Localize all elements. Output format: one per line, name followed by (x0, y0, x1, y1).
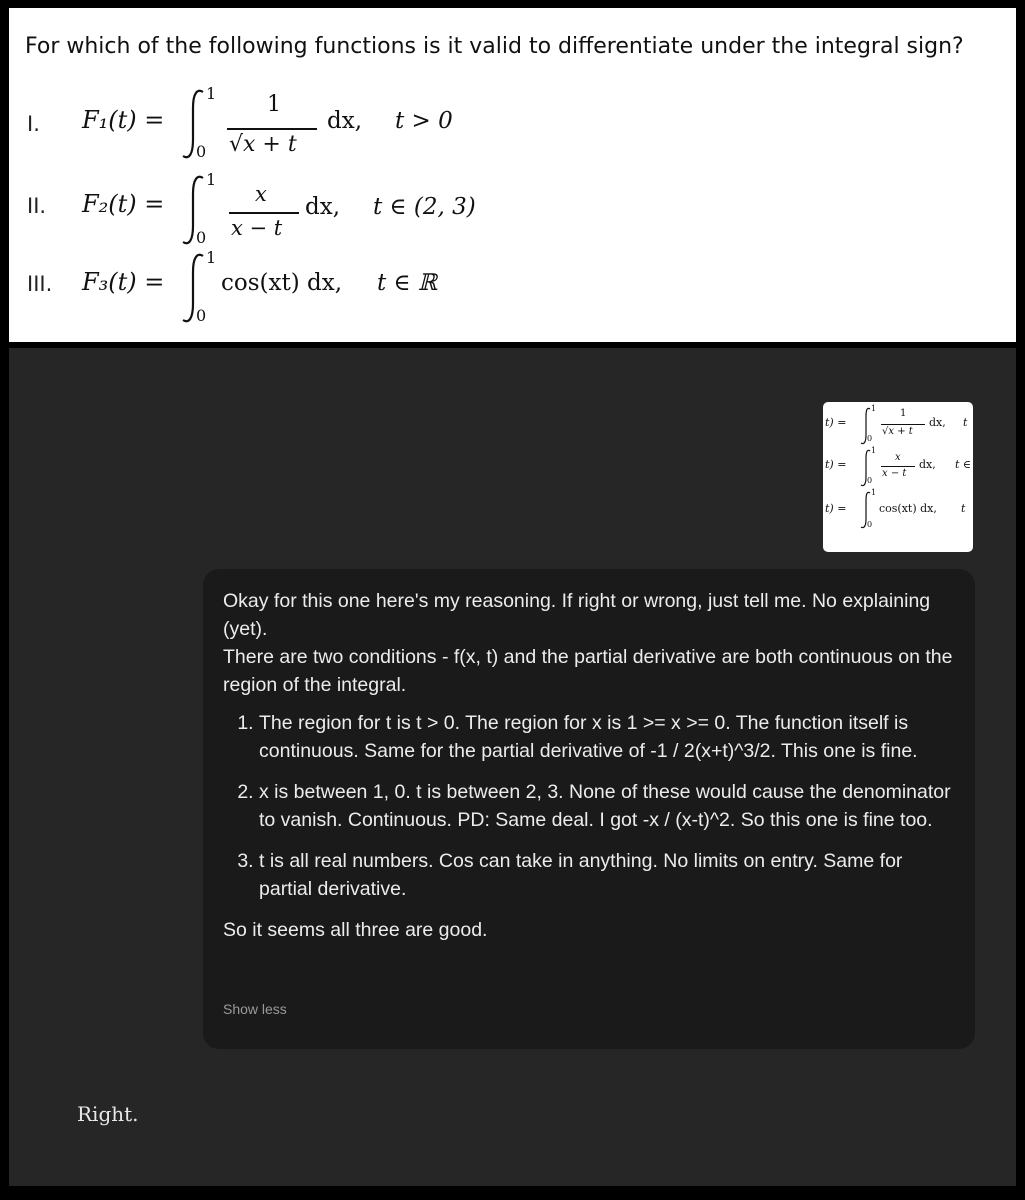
question-text: For which of the following functions is it valid to differentiate under the integral sign? (25, 34, 964, 59)
upper-limit: 1 (206, 84, 217, 103)
lower-limit: 0 (196, 228, 207, 247)
integrand: cos(xt) dx, (879, 502, 937, 515)
fraction-denominator: √x + t (229, 132, 297, 157)
chat-area (9, 348, 1016, 1186)
message-intro: Okay for this one here's my reasoning. If right or wrong, just tell me. No explaining (yet). (223, 590, 931, 640)
differential: dx, (929, 416, 946, 429)
message-conditions: There are two conditions - f(x, t) and the partial derivative are both continuous on the region of the integral. (223, 646, 953, 696)
fraction-numerator: 1 (267, 92, 281, 117)
thumb-tail: t (963, 416, 968, 429)
list-item: 3. t is all real numbers. Cos can take in anything. No limits on entry. Same for partial derivative. (259, 847, 958, 903)
condition: t ∈ ℝ (377, 270, 438, 296)
condition: t > 0 (395, 108, 453, 134)
thumb-tail: t ∈ (955, 458, 972, 471)
upper-limit: 1 (871, 446, 877, 455)
roman-numeral: III. (27, 272, 53, 296)
upper-limit: 1 (871, 404, 877, 413)
list-item: 2. x is between 1, 0. t is between 2, 3. None of these would cause the denominator to vanish. Continuous. PD: Same deal. I got -x / (x-t)^2. So this one is fine too. (259, 778, 958, 834)
reasoning-list (223, 709, 958, 903)
fraction-bar (229, 212, 299, 214)
upper-limit: 1 (206, 170, 217, 189)
list-item: 1. The region for t is t > 0. The region for x is 1 >= x >= 0. The function itself is continuous. Same for the partial derivative of -1 / 2(x+t)^3/2. This one is fine. (259, 709, 958, 765)
function-lhs: F₂(t) = (82, 190, 165, 218)
thumb-lhs: t) = (825, 458, 847, 471)
roman-numeral: I. (27, 112, 40, 136)
upper-limit: 1 (206, 248, 217, 267)
condition: t ∈ (2, 3) (373, 194, 476, 220)
lower-limit: 0 (867, 520, 873, 529)
differential: dx, (919, 458, 936, 471)
problem-item-2 (9, 170, 1016, 250)
user-message-text (223, 587, 958, 944)
integrand: cos(xt) dx, (221, 270, 343, 296)
fraction-bar (881, 466, 915, 467)
upper-limit: 1 (871, 488, 877, 497)
function-lhs: F₃(t) = (82, 268, 165, 296)
fraction-numerator: 1 (900, 408, 907, 419)
thumb-lhs: t) = (825, 416, 847, 429)
lower-limit: 0 (196, 306, 207, 325)
lower-limit: 0 (867, 434, 873, 443)
roman-numeral: II. (27, 194, 47, 218)
show-less-link[interactable]: Show less (223, 1001, 287, 1017)
fraction-denominator: x − t (231, 216, 283, 240)
problem-item-3 (9, 248, 1016, 328)
attached-image-thumbnail[interactable] (823, 402, 973, 552)
assistant-reply: Right. (77, 1102, 139, 1126)
thumb-lhs: t) = (825, 502, 847, 515)
thumb-tail: t (961, 502, 966, 515)
function-lhs: F₁(t) = (82, 106, 165, 134)
fraction-numerator: x (895, 452, 901, 463)
message-conclusion: So it seems all three are good. (223, 919, 488, 941)
fraction-numerator: x (255, 182, 267, 206)
lower-limit: 0 (196, 142, 207, 161)
fraction-bar (227, 128, 317, 130)
fraction-denominator: x − t (882, 468, 907, 479)
lower-limit: 0 (867, 476, 873, 485)
user-message-bubble (203, 569, 975, 1049)
problem-item-1 (9, 84, 1016, 164)
fraction-bar (881, 424, 925, 425)
differential: dx, (305, 194, 341, 220)
fraction-denominator: √x + t (882, 426, 913, 437)
differential: dx, (327, 108, 363, 134)
problem-image (9, 8, 1016, 342)
